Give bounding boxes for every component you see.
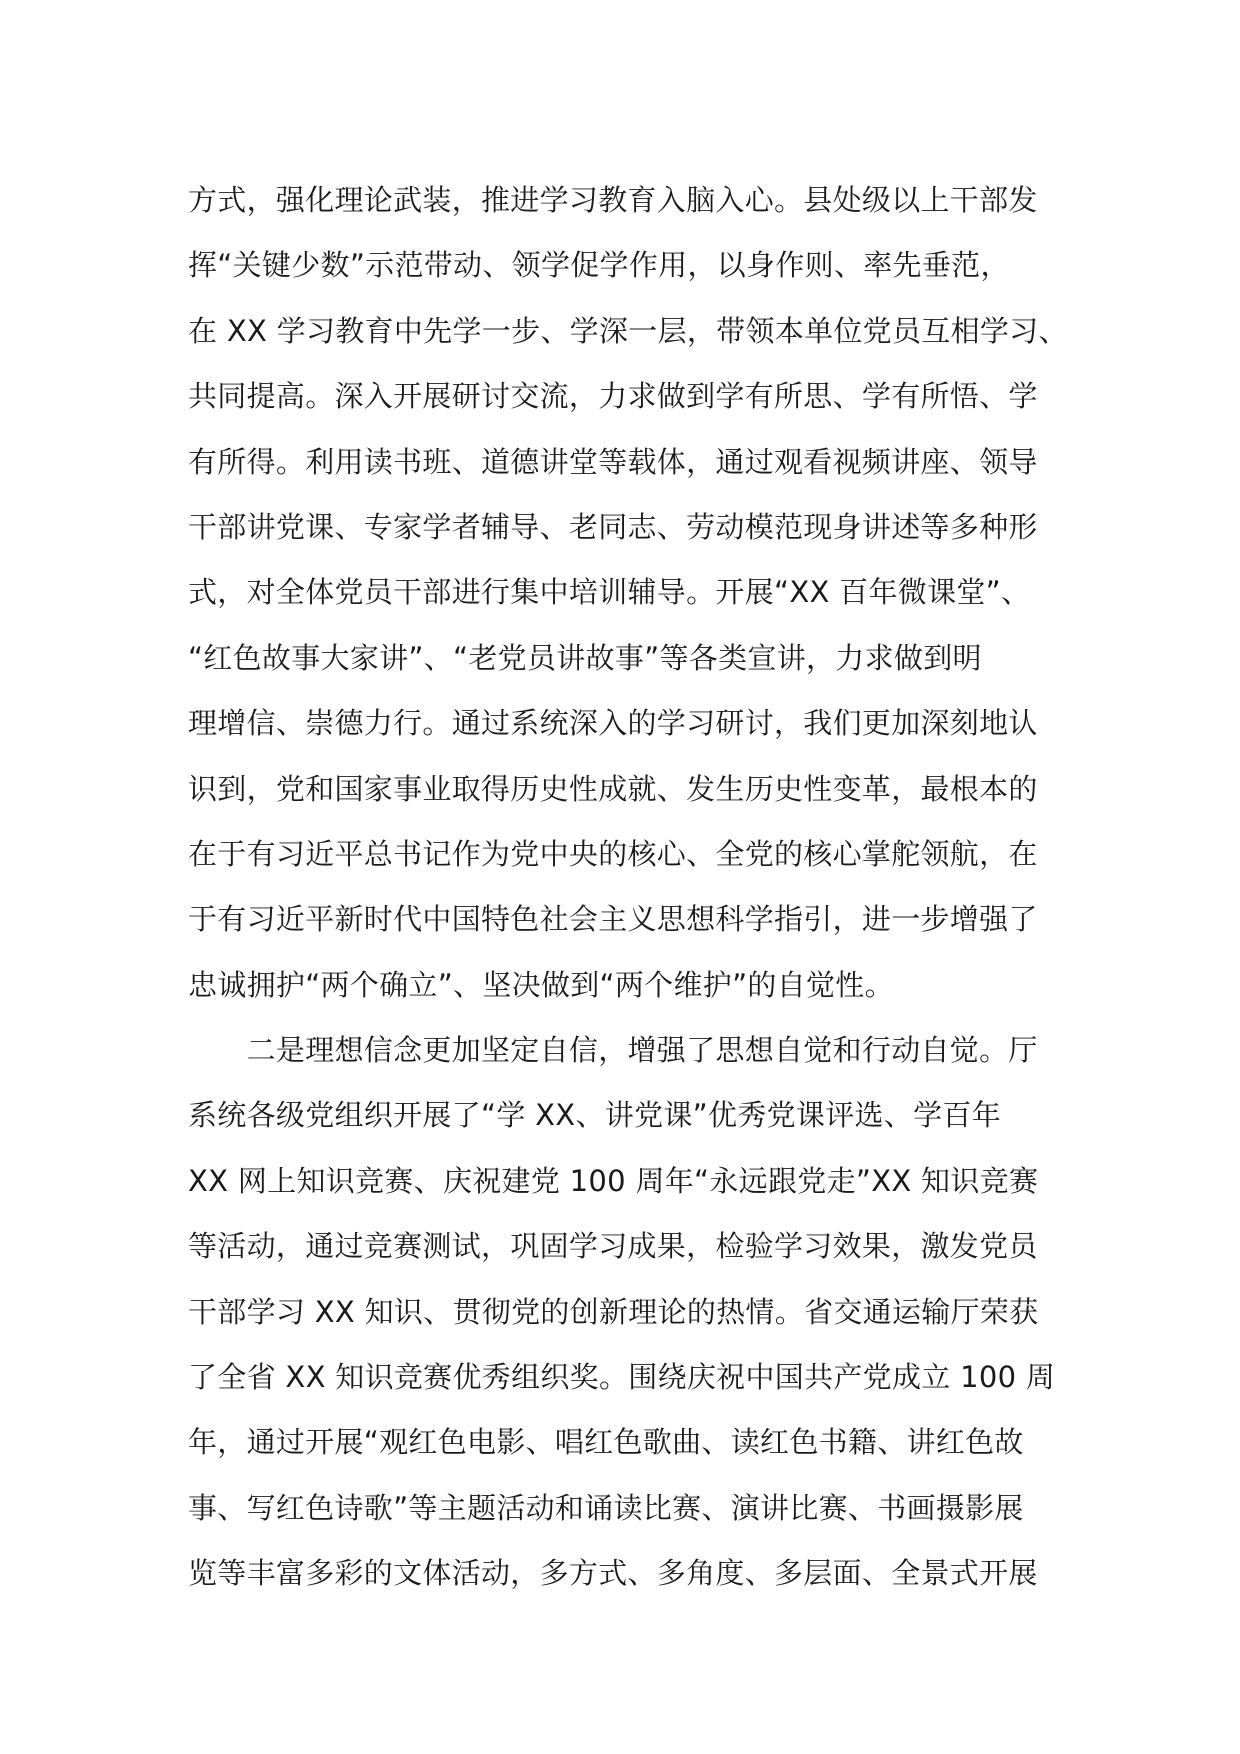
text-line: 理增信、崇德力行。通过系统深入的学习研讨，我们更加深刻地认: [188, 706, 1038, 741]
text-line: 于有习近平新时代中国特色社会主义思想科学指引，进一步增强了: [188, 902, 1038, 937]
text-line: 干部讲党课、专家学者辅导、老同志、劳动模范现身讲述等多种形: [188, 509, 1038, 544]
text-line: 了全省 XX 知识竞赛优秀组织奖。围绕庆祝中国共产党成立 100 周: [188, 1360, 1056, 1395]
text-line: 系统各级党组织开展了“学 XX、讲党课”优秀党课评选、学百年: [188, 1098, 1002, 1133]
text-line: 共同提高。深入开展研讨交流，力求做到学有所思、学有所悟、学: [188, 379, 1038, 414]
paragraph-start-line: 二是理想信念更加坚定自信，增强了思想自觉和行动自觉。厅: [188, 1033, 1038, 1068]
text-line: 年，通过开展“观红色电影、唱红色歌曲、读红色书籍、讲红色故: [188, 1425, 1024, 1460]
text-line: 等活动，通过竞赛测试，巩固学习成果，检验学习效果，激发党员: [188, 1229, 1038, 1264]
text-line: 有所得。利用读书班、道德讲堂等载体，通过观看视频讲座、领导: [188, 444, 1038, 479]
body-text: [188, 168, 1068, 1607]
text-line: 事、写红色诗歌”等主题活动和诵读比赛、演讲比赛、书画摄影展: [188, 1490, 1024, 1525]
text-line: XX 网上知识竞赛、庆祝建党 100 周年“永远跟党走”XX 知识竞赛: [188, 1163, 1039, 1198]
text-line: 在于有习近平总书记作为党中央的核心、全党的核心掌舵领航，在: [188, 836, 1038, 871]
text-line: “红色故事大家讲”、“老党员讲故事”等各类宣讲，力求做到明: [188, 640, 982, 675]
text-line: 览等丰富多彩的文体活动，多方式、多角度、多层面、全景式开展: [188, 1556, 1038, 1591]
text-line: 识到，党和国家事业取得历史性成就、发生历史性变革，最根本的: [188, 771, 1038, 806]
text-line: 方式，强化理论武装，推进学习教育入脑入心。县处级以上干部发: [188, 183, 1038, 217]
text-line: 忠诚拥护“两个确立”、坚决做到“两个维护”的自觉性。: [188, 967, 894, 1002]
text-line: 挥“关键少数”示范带动、领学促学作用，以身作则、率先垂范，: [188, 248, 1010, 283]
text-line: 式，对全体党员干部进行集中培训辅导。开展“XX 百年微课堂”、: [188, 575, 1031, 610]
text-line: 干部学习 XX 知识、贯彻党的创新理论的热情。省交通运输厅荣获: [188, 1294, 1039, 1329]
text-line: 在 XX 学习教育中先学一步、学深一层，带领本单位党员互相学习、: [188, 313, 1068, 348]
